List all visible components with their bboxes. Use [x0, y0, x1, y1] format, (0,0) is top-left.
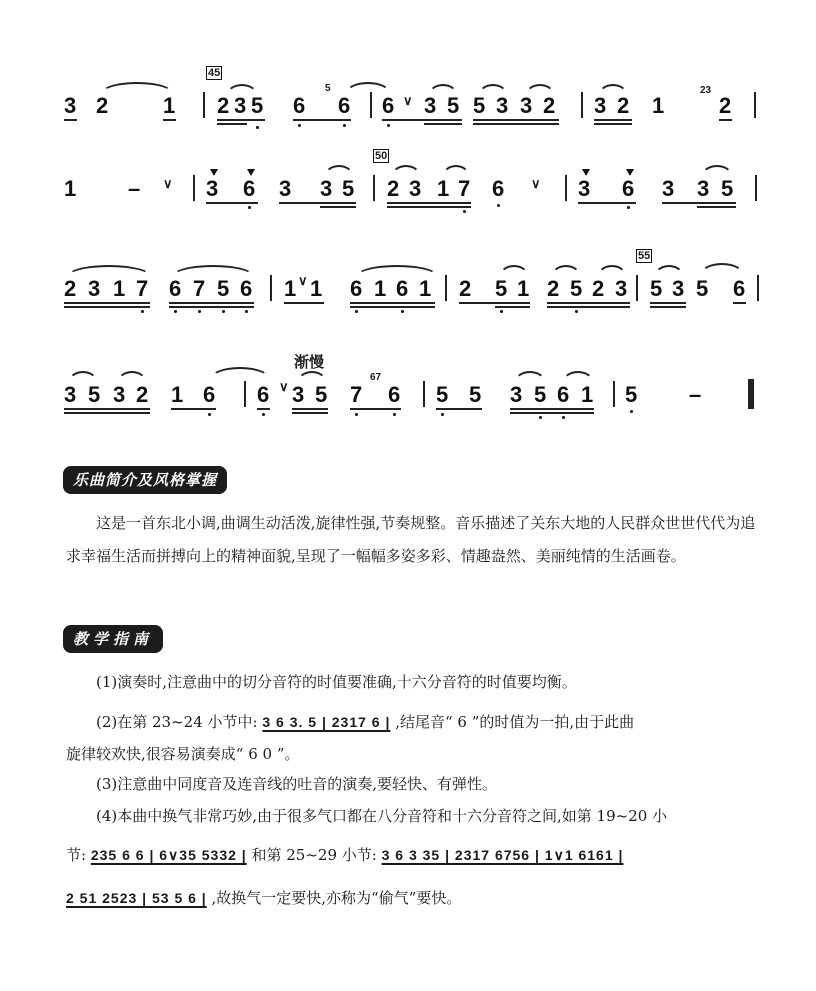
note: 5: [469, 382, 482, 407]
low-dot: [497, 204, 500, 207]
barline: [565, 175, 567, 201]
slur: [562, 371, 594, 383]
low-dot: [575, 310, 578, 313]
note: 3: [424, 93, 437, 118]
barline: [423, 381, 425, 407]
inline-score: 2 51 2523 | 53 5 6 |: [66, 890, 207, 906]
note: 6: [733, 276, 746, 301]
note: 3: [64, 382, 77, 407]
note: 6: [396, 276, 409, 301]
underline: [293, 119, 351, 121]
note: 6: [350, 276, 363, 301]
guide-text: (4)本曲中换气非常巧妙,由于很多气口都在八分音符和十六分音符之间,如第 19~20 小: [96, 807, 668, 825]
note: 3: [615, 276, 628, 301]
score-line-4: [0, 349, 816, 439]
note: 5: [570, 276, 583, 301]
note: 3: [113, 382, 126, 407]
low-dot: [355, 413, 358, 416]
barline: [270, 275, 272, 301]
note: 6: [338, 93, 351, 118]
note: 3: [64, 93, 77, 118]
barline: [244, 381, 246, 407]
underline: [64, 302, 150, 304]
note: 1: [310, 276, 323, 301]
slur: [514, 371, 546, 383]
guide-item-2-continued: [66, 744, 300, 764]
underline: [64, 412, 150, 414]
guide-item-4-line-3: [66, 888, 461, 908]
note: 6: [257, 382, 270, 407]
underline: [578, 202, 636, 204]
note: 1: [64, 176, 77, 201]
underline: [217, 123, 247, 125]
tempo-marking: 渐慢: [294, 353, 325, 371]
underline: [350, 408, 401, 410]
note: 5: [251, 93, 264, 118]
slur: [654, 265, 684, 277]
guide-text: (2)在第 23~24 小节中:: [96, 713, 258, 731]
underline: [594, 119, 632, 121]
accent-mark: [247, 169, 255, 176]
note: 5: [217, 276, 230, 301]
underline: [169, 306, 254, 308]
slur: [525, 84, 555, 96]
grace-note: 5: [325, 83, 331, 94]
guide-item-1: [96, 672, 577, 692]
barline: [373, 175, 375, 201]
slur: [597, 265, 627, 277]
barline: [445, 275, 447, 301]
underline: [217, 119, 265, 121]
intro-paragraph: [66, 507, 766, 573]
underline: [387, 202, 471, 204]
note: 1: [581, 382, 594, 407]
note: 3: [578, 176, 591, 201]
slur: [442, 165, 470, 177]
underline: [64, 306, 150, 308]
inline-score: 3 6 3 35 | 2317 6756 | 1∨1 6161 |: [381, 847, 624, 863]
guide-text: ,结尾音“ 6 ”的时值为一拍,由于此曲: [395, 713, 635, 731]
underline: [163, 119, 176, 121]
note: 5: [650, 276, 663, 301]
underline: [719, 119, 732, 121]
note: 1: [374, 276, 387, 301]
slur: [68, 371, 98, 383]
final-barline: [748, 379, 754, 409]
barline: [636, 275, 638, 301]
note: 2: [387, 176, 400, 201]
low-dot: [174, 310, 177, 313]
note: 6: [388, 382, 401, 407]
note: 2: [547, 276, 560, 301]
low-dot: [630, 410, 633, 413]
low-dot: [393, 413, 396, 416]
note: 6: [492, 176, 505, 201]
note: 3: [697, 176, 710, 201]
note: 2: [719, 93, 732, 118]
accent-mark: [582, 169, 590, 176]
low-dot: [262, 413, 265, 416]
low-dot: [198, 310, 201, 313]
note: 2: [617, 93, 630, 118]
score-line-2: [0, 143, 816, 233]
underline: [64, 119, 77, 121]
underline: [350, 302, 435, 304]
underline: [547, 306, 630, 308]
low-dot: [562, 416, 565, 419]
slur: [391, 165, 421, 177]
barline: [581, 92, 583, 118]
slur: [478, 84, 508, 96]
note: 3: [320, 176, 333, 201]
underline: [650, 306, 686, 308]
underline: [387, 206, 471, 208]
barline: [613, 381, 615, 407]
underline: [424, 123, 462, 125]
underline: [284, 302, 324, 304]
low-dot: [500, 310, 503, 313]
note: 6: [203, 382, 216, 407]
low-dot: [355, 310, 358, 313]
note: 3: [594, 93, 607, 118]
note: 3: [279, 176, 292, 201]
guide-text: (3)注意曲中同度音及连音线的吐音的演奏,要轻快、有弹性。: [96, 775, 498, 793]
slur: [701, 165, 733, 177]
guide-text: 节:: [66, 846, 87, 864]
note: 7: [193, 276, 206, 301]
guide-item-2: [96, 712, 634, 732]
note: 7: [458, 176, 471, 201]
underline: [594, 123, 632, 125]
underline: [292, 408, 328, 410]
note: 6: [243, 176, 256, 201]
barline: [754, 92, 756, 118]
note: 1: [652, 93, 665, 118]
accent-mark: [626, 169, 634, 176]
inline-score: 3 6 3. 5 | 2317 6 |: [262, 714, 391, 730]
score-line-3: [0, 243, 816, 333]
note: 2: [592, 276, 605, 301]
note: 2: [543, 93, 556, 118]
grace-note: 23: [700, 85, 712, 96]
inline-score: 235 6 6 | 6∨35 5332 |: [90, 847, 247, 863]
slur: [324, 165, 354, 177]
note: 5: [534, 382, 547, 407]
low-dot: [343, 124, 346, 127]
guide-text: (1)演奏时,注意曲中的切分音符的时值要准确,十六分音符的时值要均衡。: [96, 673, 577, 691]
guide-item-4-line-2: [66, 845, 623, 865]
low-dot: [441, 413, 444, 416]
underline: [495, 306, 530, 308]
slur: [428, 84, 458, 96]
measure-number-50: 50: [375, 150, 388, 162]
breath-mark: ∨: [279, 379, 289, 394]
low-dot: [248, 206, 251, 209]
note: 5: [315, 382, 328, 407]
low-dot: [208, 413, 211, 416]
note: 5: [696, 276, 709, 301]
low-dot: [256, 126, 259, 129]
breath-mark: ∨: [163, 176, 173, 191]
underline: [350, 306, 435, 308]
note: 3: [662, 176, 675, 201]
section-title-teaching-guide: 教学指南: [63, 625, 163, 653]
note: 3: [520, 93, 533, 118]
breath-mark: ∨: [403, 93, 413, 108]
barline: [370, 92, 372, 118]
note: 3: [88, 276, 101, 301]
low-dot: [222, 310, 225, 313]
slur: [700, 263, 744, 275]
slur: [297, 371, 327, 383]
intro-text: 这是一首东北小调,曲调生动活泼,旋律性强,节奏规整。音乐描述了关东大地的人民群众世世代代为追求幸福生活而拼搏向上的精神面貌,呈现了一幅幅多姿多彩、情趣盎然、美丽纯情的生活画卷。: [66, 514, 756, 565]
note: 5: [88, 382, 101, 407]
note: 2: [136, 382, 149, 407]
guide-item-3: [96, 774, 497, 794]
low-dot: [539, 416, 542, 419]
guide-text: 和第 25~29 小节:: [251, 846, 377, 864]
note: 6: [169, 276, 182, 301]
underline: [169, 302, 254, 304]
note: 5: [721, 176, 734, 201]
underline: [64, 408, 150, 410]
note: 6: [240, 276, 253, 301]
slur: [551, 265, 581, 277]
barline: [203, 92, 205, 118]
note: 3: [496, 93, 509, 118]
low-dot: [245, 310, 248, 313]
underline: [733, 302, 746, 304]
underline: [473, 123, 559, 125]
barline: [757, 275, 759, 301]
low-dot: [463, 210, 466, 213]
note: 3: [292, 382, 305, 407]
note: 3: [206, 176, 219, 201]
note: 7: [136, 276, 149, 301]
note: 1: [517, 276, 530, 301]
barline: [193, 175, 195, 201]
underline: [697, 206, 736, 208]
accent-mark: [210, 169, 218, 176]
note: 5: [625, 382, 638, 407]
note: 5: [447, 93, 460, 118]
underline: [662, 202, 736, 204]
note: 5: [473, 93, 486, 118]
note: 1: [437, 176, 450, 201]
dash: –: [689, 382, 702, 407]
note: 1: [171, 382, 184, 407]
underline: [547, 302, 630, 304]
note: 6: [382, 93, 395, 118]
note: 7: [350, 382, 363, 407]
underline: [279, 202, 356, 204]
section-title-intro: 乐曲简介及风格掌握: [63, 466, 227, 494]
underline: [436, 408, 482, 410]
note: 2: [96, 93, 109, 118]
underline: [510, 412, 594, 414]
note: 6: [622, 176, 635, 201]
underline: [473, 119, 559, 121]
dash: –: [128, 176, 141, 201]
underline: [171, 408, 216, 410]
low-dot: [627, 206, 630, 209]
note: 1: [284, 276, 297, 301]
note: 3: [409, 176, 422, 201]
slur: [499, 265, 529, 277]
note: 1: [419, 276, 432, 301]
underline: [206, 202, 258, 204]
note: 2: [459, 276, 472, 301]
underline: [510, 408, 594, 410]
note: 3: [234, 93, 247, 118]
underline: [382, 119, 462, 121]
measure-number-45: 45: [208, 67, 221, 79]
grace-note: 67: [370, 372, 382, 383]
score-line-1: [0, 60, 816, 150]
measure-number-55: 55: [638, 250, 651, 262]
underline: [650, 302, 686, 304]
slur: [598, 84, 628, 96]
note: 6: [557, 382, 570, 407]
underline: [320, 206, 356, 208]
slur: [117, 371, 147, 383]
guide-item-4: [96, 806, 667, 826]
note: 5: [436, 382, 449, 407]
note: 1: [113, 276, 126, 301]
underline: [459, 302, 530, 304]
guide-text: ,故换气一定要快,亦称为“偷气”要快。: [211, 889, 462, 907]
low-dot: [141, 310, 144, 313]
underline: [292, 412, 328, 414]
note: 5: [495, 276, 508, 301]
note: 5: [342, 176, 355, 201]
low-dot: [401, 310, 404, 313]
slur: [210, 367, 270, 379]
guide-text: 旋律较欢快,很容易演奏成“ 6 0 ”。: [66, 745, 300, 763]
barline: [755, 175, 757, 201]
note: 3: [510, 382, 523, 407]
note: 1: [163, 93, 176, 118]
underline: [257, 408, 270, 410]
breath-mark: ∨: [531, 176, 541, 191]
note: 2: [217, 93, 230, 118]
low-dot: [298, 124, 301, 127]
breath-mark: ∨: [298, 273, 308, 288]
note: 3: [672, 276, 685, 301]
note: 2: [64, 276, 77, 301]
low-dot: [387, 124, 390, 127]
note: 6: [293, 93, 306, 118]
